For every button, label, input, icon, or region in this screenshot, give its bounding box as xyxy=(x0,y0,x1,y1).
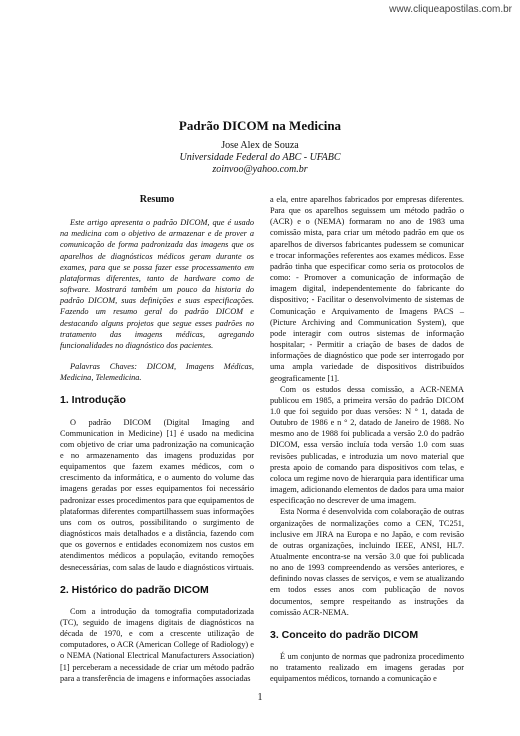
page-number: 1 xyxy=(257,692,263,703)
history-paragraph-1-continued: a ela, entre aparelhos fabricados por empresas diferentes. Para que os aparelhos seguissem um método padrão o (ACR) e o (NEMA) formaram no ano de 1983 uma comissão mista, para criar um método padrão em que os aparelhos de diversos fabricantes pudessem se comunicar e trocar informações referentes aos exames médicos. Esse padrão tinha que especificar como seria os protocolos de como: - Promover a comunicação de informação de imagem digital, independentemente do fabricante do dispositivo; - Facilitar o desenvolvimento de sistemas de Comunicação e Arquivamento de Imagens PACS – (Picture Archiving and Communication System), que pode interagir com outros sistemas de informação hospitalar; - Permitir a criação de bases de dados de informações de diagnóstico que pode ser interrogado por uma ampla variedade de dispositivos distribuídos geograficamente [1]. xyxy=(270,195,464,383)
abstract-text: Este artigo apresenta o padrão DICOM, que é usado na medicina com o objetivo de armazenar e de prover a comunicação de forma padronizada das imagens que os aparelhos de diagnósticos médicos geram durante os exames, para que se possa fazer esse processamento em plataformas diferentes, tanto de hardware como de software. Mostrará também um pouco da historia do padrão DICOM, suas definições e suas especificações. Fazendo um resumo geral do padrão DICOM e destacando alguns projetos que segue esses padrões no tratamento das imagens médicas, agregando funcionalidades no diagnóstico dos pacientes. xyxy=(60,218,254,350)
right-column xyxy=(270,194,464,685)
history-paragraph-3: Esta Norma é desenvolvida com colaboração de outras organizações de normalizações como a CEN, TC251, inclusive em JIRA na Europa e no Japão, e com revisão de outras organizações, incluindo IEEE, ANSI, HL7. Atualmente encontra-se na versão 3.0 que foi publicada no ano de 1993 compreendendo as versões anteriores, e definindo novas classes de serviços, e vem se atualizando em todos esses anos com publicação de novos documentos, sempre respeitando as instruções da comissão ACR-NEMA. xyxy=(270,507,464,617)
section-heading-history: 2. Histórico do padrão DICOM xyxy=(60,583,209,596)
concept-paragraph: É um conjunto de normas que padroniza procedimento no tratamento realizado em imagens geradas por equipamentos médicos, tornando a comunicação e xyxy=(270,652,464,684)
history-paragraph-1: Com a introdução da tomografia computadorizada (TC), seguido de imagens digitais de diagnósticos na década de 1970, e com a crescente utilização de computadores, o ACR (American College of Radiology) e o NEMA (National Electrical Manufacturers Association) [1] perceberam a necessidade de criar um método padrão para a transferência de imagens e informações associadas xyxy=(60,606,254,683)
history-paragraph-2: Com os estudos dessa comissão, a ACR-NEMA publicou em 1985, a primeira versão do padrão DICOM 1.0 que foi seguido por duas versões: N ° 1, datada de Outubro de 1986 e n ° 2, datado de Janeiro de 1988. No mesmo ano de 1988 foi publicada a versão 2.0 do padrão DICOM, essa versão incluía toda versão 1.0 com suas revisões publicadas, e introduzia um novo material que presta apoio de comando para dispositivos com telas, e coloca um regime novo de hierarquia para identificar uma imagem, adicionando elementos de dados para uma maior especificação no descrever de uma imagem. xyxy=(270,384,464,506)
watermark-url[interactable]: www.cliqueapostilas.com.br xyxy=(389,4,512,15)
author-email: zoinvoo@yahoo.com.br xyxy=(212,164,308,175)
section-heading-concept: 3. Conceito do padrão DICOM xyxy=(270,628,419,641)
paper-title: Padrão DICOM na Medicina xyxy=(178,118,342,133)
author-name: Jose Alex de Souza xyxy=(221,140,299,151)
left-column xyxy=(60,194,254,684)
author-affiliation: Universidade Federal do ABC - UFABC xyxy=(179,152,341,163)
abstract-heading: Resumo xyxy=(139,194,175,205)
section-heading-introduction: 1. Introdução xyxy=(60,394,126,407)
keywords: Palavras Chaves: DICOM, Imagens Médicas, Medicina, Telemedicina. xyxy=(60,362,254,383)
introduction-paragraph: O padrão DICOM (Digital Imaging and Communication in Medicine) [1] é usado na medicina com objetivo de criar uma padronização na comunicação e no armazenamento das imagens produzidas por equipamentos que fazem exames médicos, com o crescimento da informática, e o aumento do volume das imagens geradas por esses equipamentos foi necessário padronizar esses procedimentos para que equipamentos de plataformas diferentes compartilhassem suas informações uns com os outros, possibilitando o surgimento de diagnósticos mais detalhados e a distância, fazendo com que os governos e entidades economizem nos custos em atendimentos médicos a população, evitando remoções desnecessárias, com salas de laudo e diagnósticos virtuais. xyxy=(60,417,254,572)
